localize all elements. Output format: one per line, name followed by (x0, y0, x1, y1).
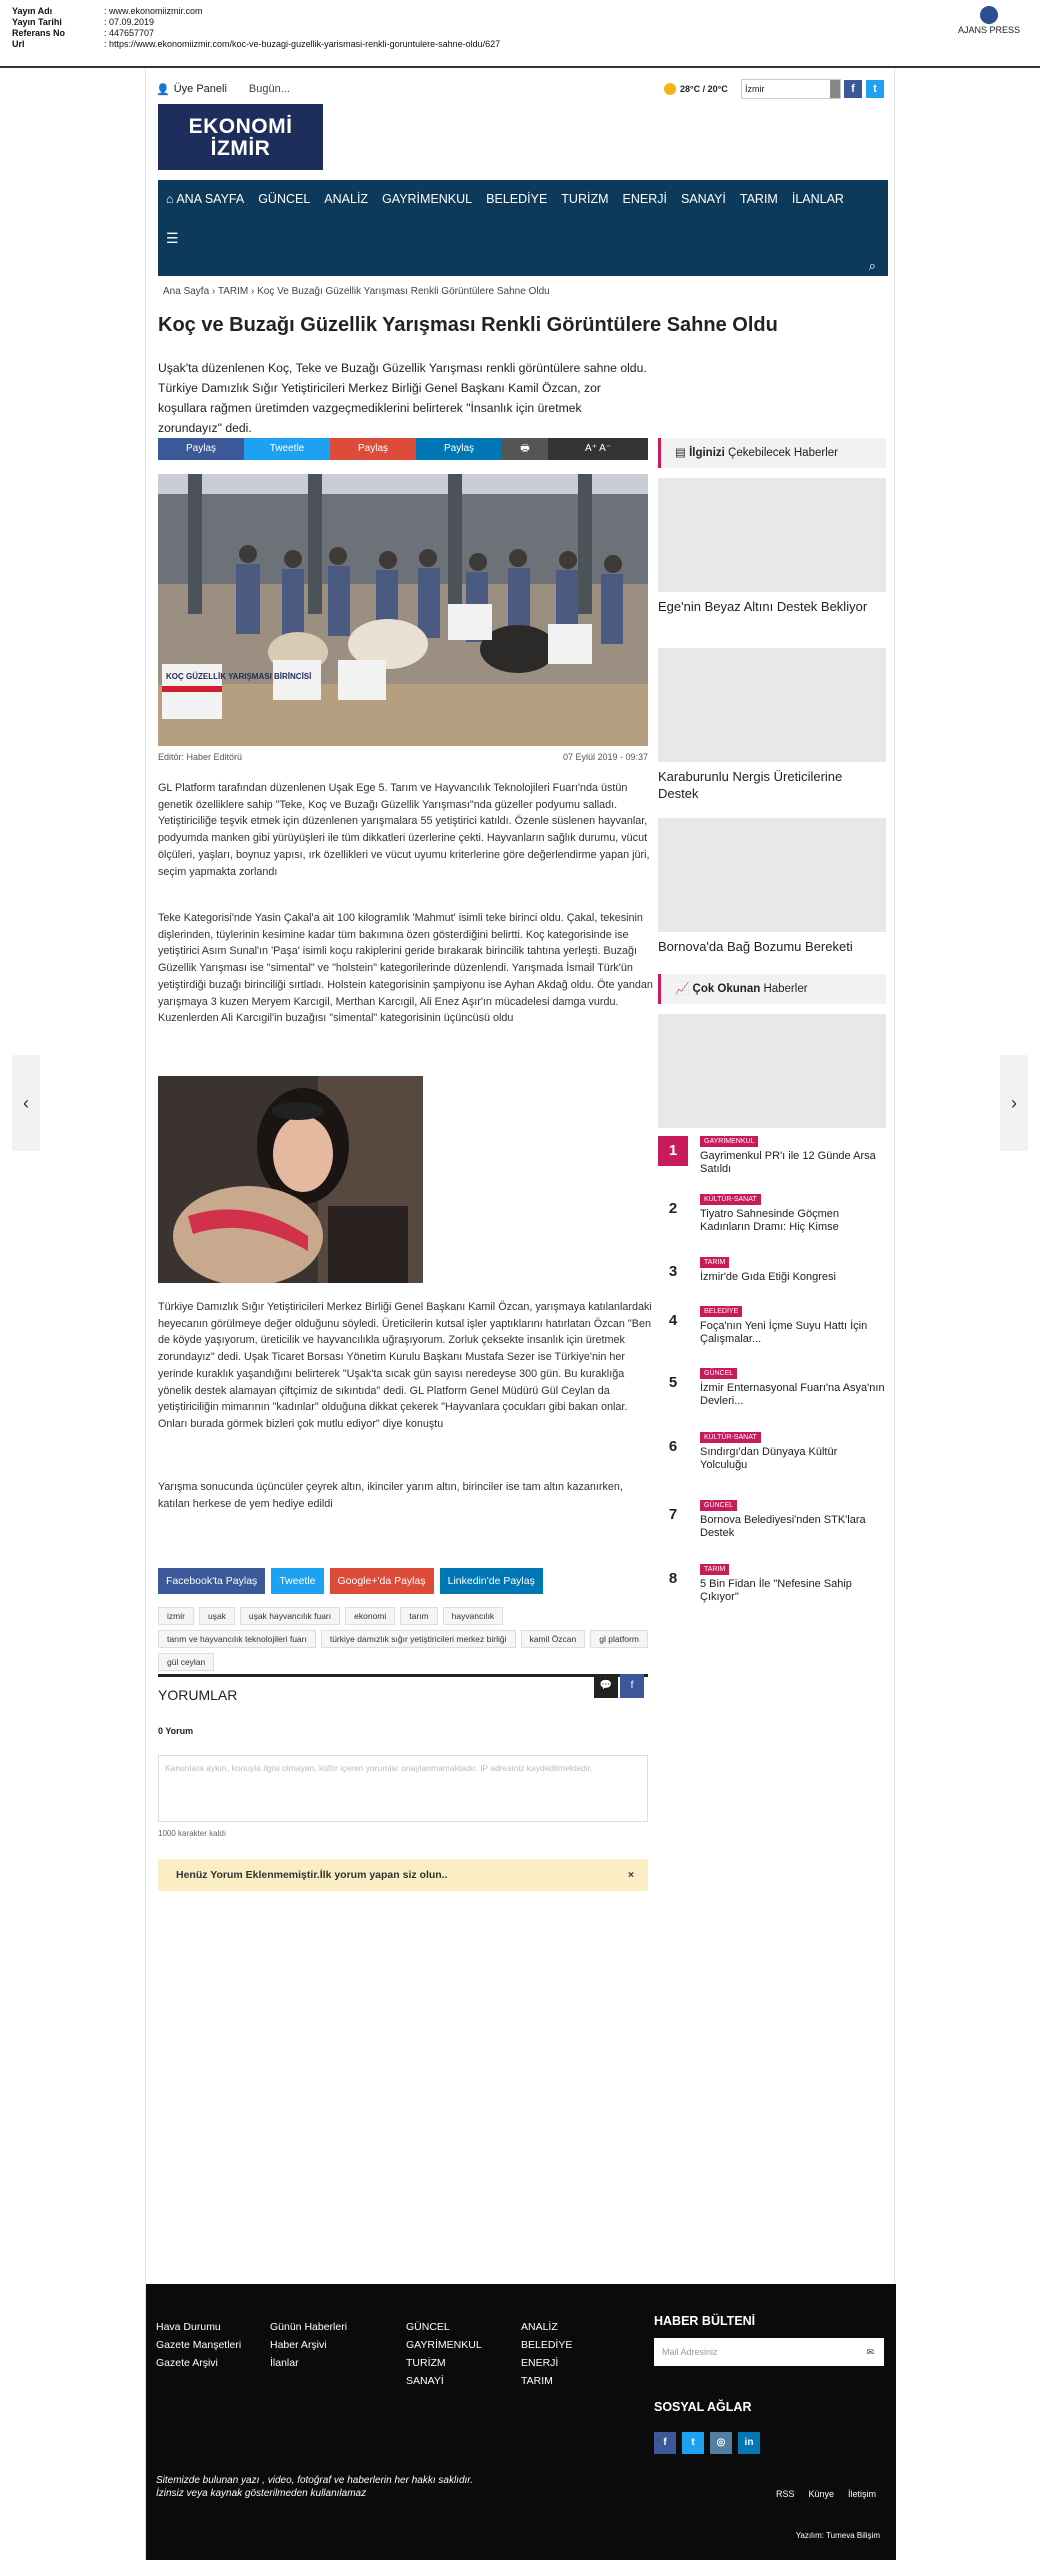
user-panel-link[interactable]: Üye Paneli (173, 83, 227, 95)
nav-item[interactable]: SANAYİ (680, 192, 726, 206)
main-nav (158, 180, 888, 276)
today-label: Bugün... (248, 83, 290, 95)
rank-number: 2 (668, 1200, 678, 1217)
newsletter-heading: HABER BÜLTENİ (654, 2314, 756, 2328)
next-arrow-button[interactable]: › (1000, 1055, 1028, 1151)
comment-textarea[interactable]: Kanunlara aykırı, konuyla ilgisi olmayan, küfür içeren yorumlar onaylanmamaktadır. IP adresiniz kaydedilmektedir. (158, 1755, 648, 1822)
meta-key: Url (12, 39, 25, 49)
header-bold: Çok Okunan (692, 983, 761, 995)
rss-link[interactable]: RSS (776, 2489, 795, 2499)
rank-number: 7 (668, 1506, 678, 1523)
google-share-button[interactable]: Google+'da Paylaş (330, 1568, 434, 1594)
ranked-item[interactable] (658, 1194, 886, 1242)
sidebar-header (658, 974, 886, 1004)
temperature: 28°C / 20°C (680, 84, 728, 94)
tag[interactable]: hayvancılık (443, 1607, 504, 1625)
tag[interactable]: uşak hayvancılık fuarı (240, 1607, 340, 1625)
publish-date: 07 Eylül 2019 - 09:37 (562, 752, 648, 762)
ranked-item[interactable] (658, 1257, 886, 1305)
sun-icon (664, 83, 676, 95)
ranked-title: İzmir Enternasyonal Fuarı'na Asya'nın Devleri... (700, 1382, 885, 1407)
facebook-icon[interactable]: f (844, 80, 862, 98)
twitter-icon[interactable]: t (682, 2432, 704, 2454)
tag[interactable]: türkiye damızlık sığır yetiştiricileri merkez birliği (321, 1630, 516, 1648)
category-badge: GÜNCEL (700, 1500, 737, 1511)
footer-col (521, 2318, 572, 2390)
tag-list (158, 1607, 653, 1671)
category-badge: KÜLTÜR-SANAT (700, 1432, 761, 1443)
facebook-icon[interactable]: f (654, 2432, 676, 2454)
instagram-icon[interactable]: ◎ (710, 2432, 732, 2454)
google-share-button[interactable]: Paylaş (330, 438, 416, 460)
ranked-title: Tiyatro Sahnesinde Göçmen Kadınların Dramı: Hiç Kimse (700, 1208, 839, 1233)
tag[interactable]: kamil Özcan (521, 1630, 586, 1648)
share-bar (158, 438, 648, 460)
editor-name: Editör: Haber Editörü (158, 752, 243, 762)
char-counter: 1000 karakter kaldı (158, 1829, 227, 1838)
footer-link[interactable]: Haber Arşivi (270, 2339, 327, 2351)
footer-col (406, 2318, 482, 2390)
facebook-share-button[interactable]: Facebook'ta Paylaş (158, 1568, 265, 1594)
linkedin-share-button[interactable]: Paylaş (416, 438, 502, 460)
footer-link[interactable]: GAYRİMENKUL (406, 2339, 482, 2351)
breadcrumb-current: Koç Ve Buzağı Güzellik Yarışması Renkli Görüntülere Sahne Oldu (257, 286, 550, 297)
news-thumbnail[interactable] (658, 478, 886, 592)
city-select[interactable] (741, 79, 841, 99)
ranked-item[interactable] (658, 1500, 886, 1548)
meta-key: Yayın Tarihi (12, 17, 62, 27)
photo-banner-text: KOÇ GÜZELLİK YARIŞMASI BİRİNCİSİ (166, 672, 312, 681)
header-bold: İlginizi (689, 447, 725, 459)
page-title: Koç ve Buzağı Güzellik Yarışması Renkli Görüntülere Sahne Oldu (158, 314, 778, 336)
copyright-note (156, 2474, 473, 2500)
linkedin-share-button[interactable]: Linkedin'de Paylaş (440, 1568, 543, 1594)
social-heading: SOSYAL AĞLAR (654, 2400, 752, 2414)
user-icon: 👤 (156, 83, 170, 96)
meta-value: : https://www.ekonomiizmir.com/koc-ve-buzagi-guzellik-yarismasi-renkli-goruntulere-sahne-oldu/627 (104, 39, 501, 49)
category-badge: TARIM (700, 1257, 729, 1268)
nav-item[interactable]: BELEDİYE (486, 192, 548, 206)
news-title[interactable]: Karaburunlu Nergis Üreticilerine Destek (658, 769, 843, 801)
footer-link[interactable]: TURİZM (406, 2357, 446, 2369)
hamburger-menu-icon[interactable]: ☰ (166, 230, 179, 246)
nav-home[interactable] (166, 192, 244, 206)
article-paragraph: Teke Kategorisi'nde Yasin Çakal'a ait 100 kilogramlık 'Mahmut' isimli teke birinci oldu. Çakal, tekesinin dişlerinden, tüylerinin kesimine kadar tüm bakımına özen gösterdiğini belirtti. Koç kategorisinde ise yetiştirici Asım Sunal'ın 'Paşa' isimli koçu rakiplerini geride bırakarak birincilik tahtına yerleşti. Buzağı Güzellik Yarışması ise "simental" ve "holstein" kategorilerinde düzenlendi. Yarışmada İsmail Türk'ün yetiştirdiği buzağı birinciliği sırtladı. Holstein kategorisinin şampiyonu ise Ayhan Akdağ oldu. Öte yandan yarışmaya 3 kuzen Meryem Karcıgil, Merthan Karcıgil, Ali Enez Aşır'ın mücadelesi damga vurdu. Kuzenlerden Ali Karcıgil'in buzağısı "simental" kategorisinin üçüncüsü oldu (158, 912, 653, 1025)
rank-number: 6 (668, 1438, 678, 1455)
article-lead: Uşak'ta düzenlenen Koç, Teke ve Buzağı Güzellik Yarışması renkli görüntülere sahne oldu. Türkiye Damızlık Sığır Yetiştiricileri Merkez Birliği Genel Başkanı Kamil Özcan, zor koşullara rağmen üretimden vazgeçmediklerini belirterek "İnsanlık için üretmek zorundayız" dedi. (158, 361, 647, 435)
rank-number: 1 (658, 1136, 688, 1166)
twitter-share-button[interactable]: Tweetle (244, 438, 330, 460)
news-title[interactable]: Bornova'da Bağ Bozumu Bereketi (658, 939, 853, 954)
twitter-icon[interactable]: t (866, 80, 884, 98)
site-logo[interactable] (158, 104, 323, 170)
agency-logo (954, 6, 1024, 35)
category-badge: TARIM (700, 1564, 729, 1575)
prev-arrow-button[interactable]: ‹ (12, 1055, 40, 1151)
category-badge: GAYRİMENKUL (700, 1136, 758, 1147)
footer-link[interactable]: GÜNCEL (406, 2321, 450, 2333)
ranked-title: Sındırgı'dan Dünyaya Kültür Yolculuğu (700, 1446, 838, 1471)
rank-number: 4 (668, 1312, 678, 1329)
footer-link[interactable]: Gazete Arşivi (156, 2357, 218, 2369)
footer-link[interactable]: Hava Durumu (156, 2321, 221, 2333)
rank-number: 5 (668, 1374, 678, 1391)
footer-link[interactable]: ENERJİ (521, 2357, 559, 2369)
article-meta (158, 752, 648, 762)
ranked-title: Bornova Belediyesi'nden STK'lara Destek (700, 1514, 866, 1539)
ranked-item[interactable] (658, 1432, 886, 1480)
tag[interactable]: izmir (158, 1607, 194, 1625)
ranked-title: 5 Bin Fidan İle "Nefesine Sahip Çıkıyor" (700, 1578, 852, 1603)
tag[interactable]: tarım ve hayvancılık teknolojileri fuarı (158, 1630, 316, 1648)
ranked-item[interactable] (658, 1136, 886, 1184)
home-icon: ⌂ (166, 192, 177, 206)
footer-link[interactable]: Günün Haberleri (270, 2321, 348, 2333)
close-icon[interactable]: × (627, 1869, 634, 1881)
chevron-down-icon (830, 80, 840, 98)
comments-title: YORUMLAR (158, 1687, 238, 1703)
search-icon[interactable]: ⌕ (868, 258, 876, 273)
rank-number: 3 (668, 1263, 678, 1280)
footer-link[interactable]: TARIM (521, 2375, 553, 2387)
meta-value: : www.ekonomiizmir.com (104, 6, 203, 16)
envelope-icon[interactable]: ✉ (866, 2347, 874, 2357)
print-button[interactable]: 🖶 (502, 438, 548, 460)
category-badge: GÜNCEL (700, 1368, 737, 1379)
chart-icon: 📈 (675, 983, 693, 995)
footer-links (776, 2489, 876, 2499)
footer-link[interactable]: İlanlar (270, 2357, 299, 2369)
globe-icon (980, 6, 998, 24)
tag[interactable]: gl platform (590, 1630, 648, 1648)
article-photo-portrait (158, 1076, 423, 1283)
nav-label: ANA SAYFA (176, 192, 245, 206)
nav-item[interactable]: ANALİZ (324, 192, 369, 206)
agency-name: AJANS PRESS (957, 25, 1021, 35)
meta-key: Yayın Adı (12, 6, 53, 16)
copyright-line: Sitemizde bulunan yazı , video, fotoğraf ve haberlerin her hakkı saklıdır. (156, 2475, 474, 2486)
kunye-link[interactable]: Künye (808, 2489, 835, 2499)
top-bar (156, 76, 886, 102)
logo-line: İZMİR (210, 137, 271, 160)
footer-link[interactable]: BELEDİYE (521, 2339, 573, 2351)
article-paragraph: Yarışma sonucunda üçüncüler çeyrek altın, ikinciler yarım altın, birinciler ise tam altın kazanırken, katılan herkese de yem hediye edildi (158, 1481, 623, 1510)
most-read-header (658, 974, 886, 1004)
breadcrumb: Ana Sayfa › TARIM › Koç Ve Buzağı Güzellik Yarışması Renkli Görüntülere Sahne Oldu (163, 286, 550, 297)
tag[interactable]: uşak (199, 1607, 235, 1625)
nav-item[interactable]: TARIM (739, 192, 778, 206)
header-rest: Haberler (760, 983, 808, 995)
news-thumbnail[interactable] (658, 818, 886, 932)
weather (664, 83, 728, 95)
news-title[interactable]: Ege'nin Beyaz Altını Destek Bekliyor (658, 599, 868, 614)
nav-item[interactable]: TURİZM (561, 192, 609, 206)
font-size-buttons[interactable]: A⁺ A⁻ (548, 438, 648, 460)
article-paragraph: Türkiye Damızlık Sığır Yetiştiricileri Merkez Birliği Genel Başkanı Kamil Özcan, yarışmaya katılanlardaki heyecanın görülmeye değer olduğunu söyledi. Üreticilerin kutsal işler yaptıklarını hatırlatan Özcan "Ben de köyde yaşıyorum, üreticilik ve hayvancılıkla uğraşıyorum. Zorluk çeksekte insanlık için üretmek zorundayız" dedi. Uşak Ticaret Borsası Yönetim Kurulu Başkanı Mustafa Sezer ise Türkiye'nin her yerinde kuraklık yaşandığını belirterek "Uşak'ta sıcak gün sayısı neredeyse 300 gün. Bu kuraklığa yönelik destek alamayan çiftçimiz de sıkıntıda" dedi. GL Platform Genel Müdürü Gül Ceylan da yetiştiriciliğin mimarının "kadınlar" olduğuna dikkat çekerek "Hayvanlara çocukları gibi bakan onlar. Onları burada görmek bizleri çok mutlu ediyor" diye konuştu (158, 1301, 652, 1430)
facebook-icon[interactable]: f (620, 1674, 644, 1698)
ranked-title: Gayrimenkul PR'ı ile 12 Günde Arsa Satıldı (700, 1150, 876, 1175)
footer-col (270, 2318, 347, 2372)
meta-value: : 447657707 (104, 28, 155, 38)
tag[interactable]: gül ceylan (158, 1653, 214, 1671)
comments-section (158, 1674, 648, 1703)
no-comments-alert (158, 1859, 648, 1891)
tag[interactable]: tarım (400, 1607, 437, 1625)
facebook-share-button[interactable]: Paylaş (158, 438, 244, 460)
news-thumbnail[interactable] (658, 648, 886, 762)
breadcrumb-home[interactable]: Ana Sayfa (163, 286, 210, 297)
logo-line: EKONOMİ (188, 115, 293, 138)
news-thumbnail[interactable] (658, 1014, 886, 1128)
footer-link[interactable]: ANALİZ (521, 2321, 558, 2333)
breadcrumb-category[interactable]: TARIM (217, 286, 249, 297)
comment-icon[interactable]: 💬 (594, 1674, 618, 1698)
email-placeholder: Mail Adresiniz (662, 2347, 718, 2357)
article-photo (158, 474, 648, 746)
footer-share-bar (158, 1568, 543, 1594)
nav-item[interactable]: GÜNCEL (258, 192, 311, 206)
header-rest: Çekebilecek Haberler (724, 447, 838, 459)
nav-item[interactable]: ENERJİ (622, 192, 667, 206)
footer-link[interactable]: SANAYİ (406, 2375, 444, 2387)
ranked-title: Foça'nın Yeni İçme Suyu Hattı İçin Çalışmalar... (700, 1320, 868, 1345)
copyright-line: İzinsiz veya kaynak gösterilmeden kullanılamaz (156, 2488, 367, 2499)
meta-value: : 07.09.2019 (104, 17, 155, 27)
sidebar (658, 438, 886, 468)
city-value: İzmir (745, 84, 765, 94)
tag[interactable]: ekonomi (345, 1607, 395, 1625)
footer-link[interactable]: Gazete Manşetleri (156, 2339, 242, 2351)
comment-count: 0 Yorum (158, 1726, 194, 1736)
ranked-item[interactable] (658, 1564, 886, 1612)
rank-number: 8 (668, 1570, 678, 1587)
ranked-item[interactable] (658, 1306, 886, 1354)
footer (146, 2284, 896, 2560)
twitter-share-button[interactable]: Tweetle (271, 1568, 323, 1594)
developer-credit[interactable]: Yazılım: Tumeva Bilişim (795, 2531, 880, 2540)
ranked-item[interactable] (658, 1368, 886, 1416)
linkedin-icon[interactable]: in (738, 2432, 760, 2454)
publication-meta (12, 6, 500, 50)
newsletter-email-input[interactable] (654, 2338, 884, 2366)
news-icon: ▤ (675, 447, 690, 459)
article-paragraph: GL Platform tarafından düzenlenen Uşak Ege 5. Tarım ve Hayvancılık Teknolojileri Fuarı'nda üstün genetik özelliklere sahip "Teke, Koç ve Buzağı Güzellik Yarışması"nda güzeller podyumu salladı. Yetiştiriciliğe teşvik etmek için düzenlenen yarışmalara 55 yetiştirici katıldı. Özenle süslenen hayvanlar, podyumda manken gibi yürüyüşleri ile tüm dikkatleri üzerlerine çekti. Hayvanların sağlık durumu, vücut ölçüleri, yaşları, boynuz yapısı, ırk özellikleri ve vücut uyumu kriterlerine göre değerlendirme yapan jüri, seçim yapmakta zorlandı (158, 782, 650, 878)
nav-item[interactable]: GAYRİMENKUL (382, 192, 473, 206)
nav-item[interactable]: İLANLAR (791, 192, 844, 206)
ranked-title: İzmir'de Gıda Etiği Kongresi (700, 1271, 836, 1283)
page-container (145, 68, 895, 2560)
alert-text: Henüz Yorum Eklenmemiştir.İlk yorum yapan siz olun.. (176, 1869, 448, 1881)
category-badge: BELEDİYE (700, 1306, 742, 1317)
category-badge: KÜLTÜR-SANAT (700, 1194, 761, 1205)
contact-link[interactable]: İletişim (848, 2489, 877, 2499)
meta-key: Referans No (12, 28, 66, 38)
sidebar-header (658, 438, 886, 468)
footer-col (156, 2318, 241, 2372)
